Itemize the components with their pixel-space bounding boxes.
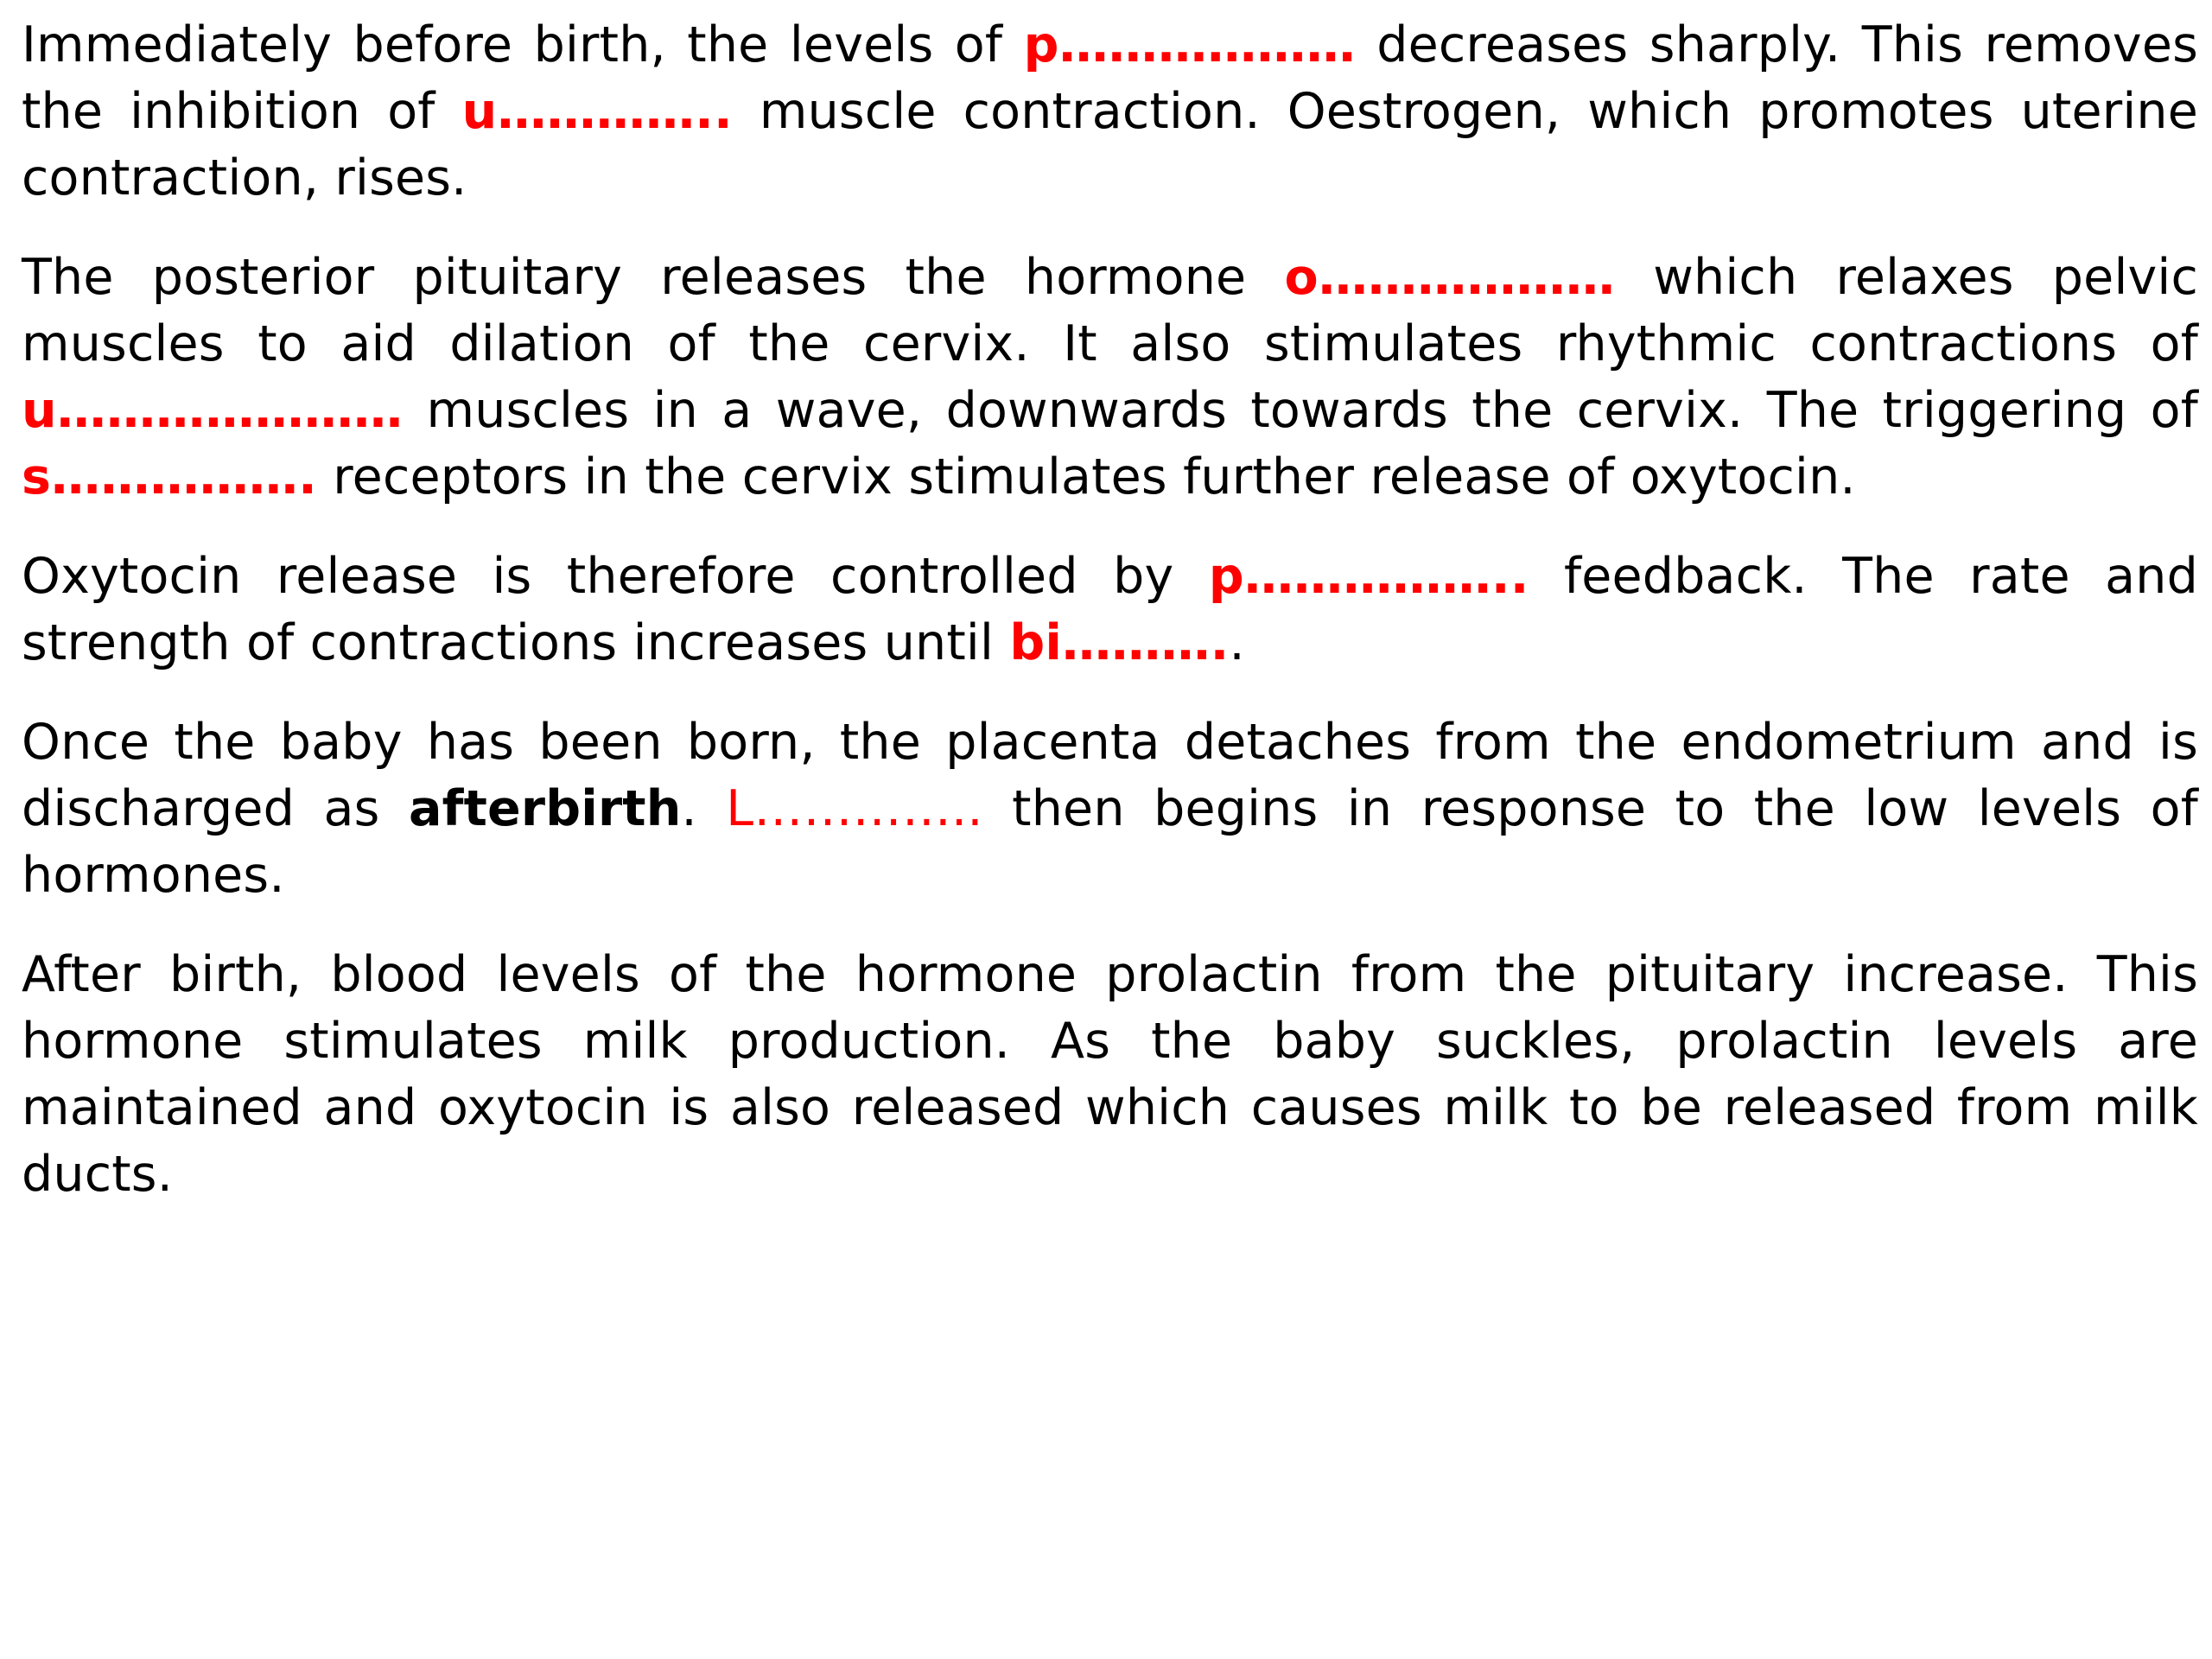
paragraph-progesterone [22, 12, 2198, 212]
blank-positive[interactable]: p…………….. [1208, 548, 1529, 605]
paragraph-feedback [22, 543, 2198, 677]
text: muscles in a wave, downwards towards the cervix. The triggering of [403, 382, 2198, 439]
blank-oxytocin[interactable]: o……………… [1284, 249, 1616, 306]
term-afterbirth: afterbirth [408, 780, 682, 837]
text: decreases sharply. This removes the inhibition of [22, 16, 2198, 140]
text: muscle contraction. Oestrogen, which promotes uterine contraction, rises. [22, 83, 2198, 207]
blank-lactation[interactable]: L………….. [726, 780, 983, 837]
text: Immediately before birth, the levels of [22, 16, 1024, 73]
text: Once the baby has been born, the placenta detaches from the endometrium and is discharged as [22, 714, 2198, 837]
text: . [1229, 614, 1245, 671]
text: then begins in response to the low levels of hormones. [22, 780, 2198, 904]
text: After birth, blood levels of the hormone prolactin from the pituitary increase. This hormone stimulates milk production. As the baby suckles, prolactin levels are maintained and oxytocin is also released which causes milk to be released from milk ducts. [22, 946, 2198, 1203]
paragraph-afterbirth [22, 709, 2198, 909]
blank-stretch[interactable]: s……………. [22, 448, 317, 505]
text: which relaxes pelvic muscles to aid dilation of the cervix. It also stimulates rhythmic contractions of [22, 249, 2198, 372]
text: The posterior pituitary releases the hormone [22, 249, 1285, 306]
blank-uterine-2[interactable]: u………………… [22, 382, 404, 439]
text: feedback. The rate and strength of contractions increases until [22, 548, 2198, 671]
paragraph-prolactin [22, 942, 2198, 1208]
text: receptors in the cervix stimulates further release of oxytocin. [316, 448, 1856, 505]
paragraph-oxytocin [22, 245, 2198, 511]
blank-uterine[interactable]: u………….. [461, 83, 733, 140]
text: Oxytocin release is therefore controlled by [22, 548, 1209, 605]
blank-birth[interactable]: bi………. [1009, 614, 1230, 671]
blank-progesterone[interactable]: p……………… [1023, 16, 1356, 73]
text: . [681, 780, 727, 837]
